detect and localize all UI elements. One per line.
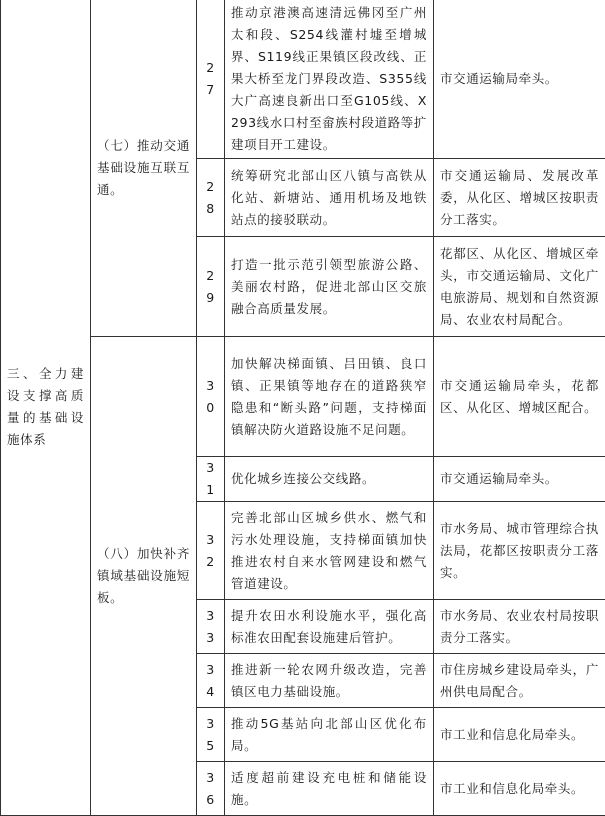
category-cell: 三、全力建设支撑高质量的基础设施体系 (1, 0, 91, 816)
row-number: 27 (197, 0, 225, 159)
responsible-cell: 市住房城乡建设局牵头，广州供电局配合。 (434, 654, 605, 708)
table-row (1, 0, 605, 159)
row-number: 35 (197, 708, 225, 762)
row-number: 36 (197, 762, 225, 816)
row-number: 31 (197, 457, 225, 502)
row-number: 32 (197, 502, 225, 600)
task-cell: 推进新一轮农网升级改造，完善镇区电力基础设施。 (225, 654, 434, 708)
task-cell: 统筹研究北部山区八镇与高铁从化站、新塘站、通用机场及地铁站点的接驳联动。 (225, 159, 434, 237)
responsible-cell: 花都区、从化区、增城区牵头，市交通运输局、文化广电旅游局、规划和自然资源局、农业农村局配合。 (434, 237, 605, 337)
task-cell: 完善北部山区城乡供水、燃气和污水处理设施，支持梯面镇加快推进农村自来水管网建设和燃气管道建设。 (225, 502, 434, 600)
task-cell: 打造一批示范引领型旅游公路、美丽农村路，促进北部山区交旅融合高质量发展。 (225, 237, 434, 337)
task-cell: 推动京港澳高速清远佛冈至广州太和段、S254线灌村墟至增城界、S119线正果镇区段改线、正果大桥至龙门界段改造、S355线大广高速良新出口至G105线、X293线水口村至畲族村段道路等扩建项目开工建设。 (225, 0, 434, 159)
responsible-cell: 市交通运输局牵头。 (434, 457, 605, 502)
task-cell: 推动5G基站向北部山区优化布局。 (225, 708, 434, 762)
responsible-cell: 市工业和信息化局牵头。 (434, 762, 605, 816)
responsible-cell: 市水务局、城市管理综合执法局，花都区按职责分工落实。 (434, 502, 605, 600)
task-cell: 适度超前建设充电桩和储能设施。 (225, 762, 434, 816)
task-cell: 加快解决梯面镇、吕田镇、良口镇、正果镇等地存在的道路狭窄隐患和“断头路”问题，支持梯面镇解决防火道路设施不足问题。 (225, 337, 434, 457)
row-number: 33 (197, 600, 225, 654)
responsible-cell: 市交通运输局、发展改革委，从化区、增城区按职责分工落实。 (434, 159, 605, 237)
task-cell: 优化城乡连接公交线路。 (225, 457, 434, 502)
row-number: 34 (197, 654, 225, 708)
responsible-cell: 市交通运输局牵头，花都区、从化区、增城区配合。 (434, 337, 605, 457)
row-number: 28 (197, 159, 225, 237)
table-row (1, 337, 605, 457)
row-number: 29 (197, 237, 225, 337)
subcategory-cell: （七）推动交通基础设施互联互通。 (91, 0, 197, 337)
responsible-cell: 市工业和信息化局牵头。 (434, 708, 605, 762)
subcategory-cell: （八）加快补齐镇域基础设施短板。 (91, 337, 197, 816)
responsible-cell: 市交通运输局牵头。 (434, 0, 605, 159)
row-number: 30 (197, 337, 225, 457)
responsible-cell: 市水务局、农业农村局按职责分工落实。 (434, 600, 605, 654)
task-cell: 提升农田水利设施水平，强化高标准农田配套设施建后管护。 (225, 600, 434, 654)
